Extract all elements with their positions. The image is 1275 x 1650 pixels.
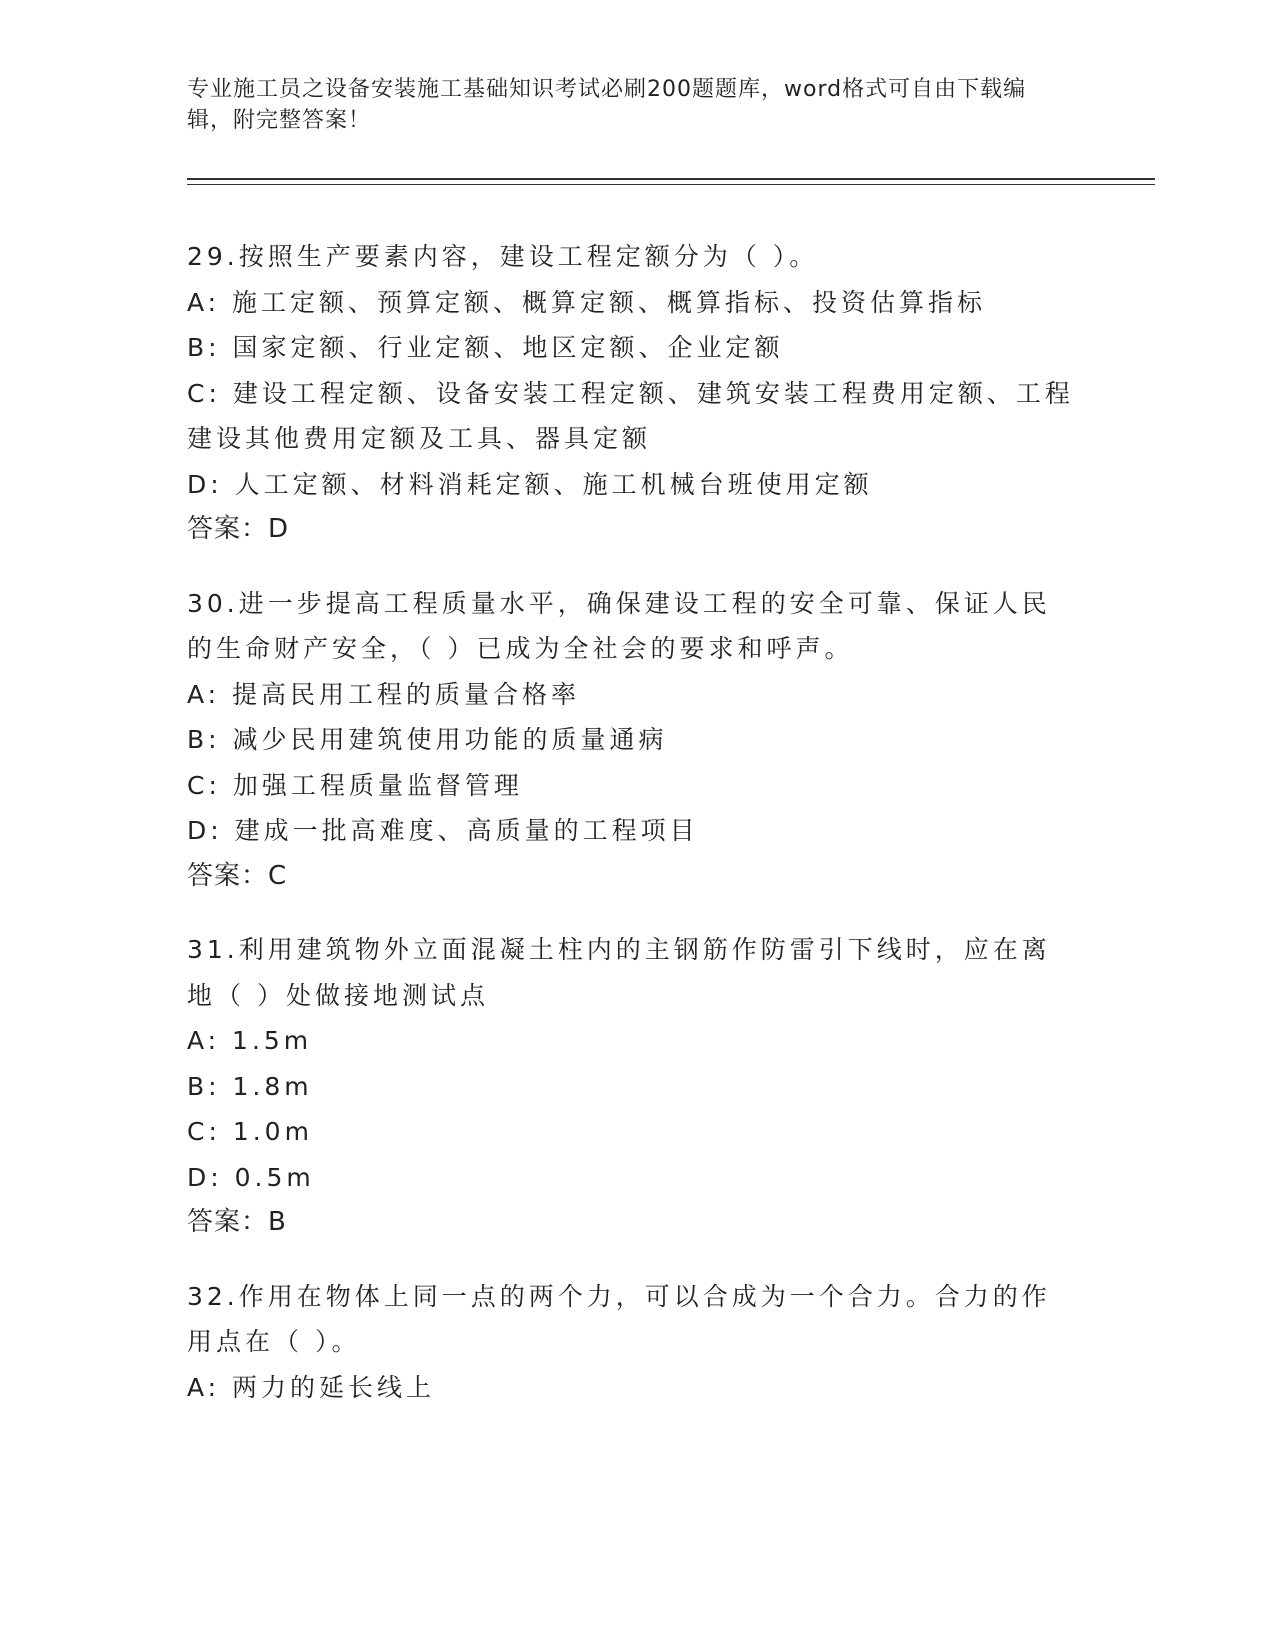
answer: 答案：C: [187, 860, 288, 891]
option-b: B: 国家定额、行业定额、地区定额、企业定额: [187, 333, 784, 362]
option-b: B: 1.8m: [187, 1071, 313, 1101]
option-a: A: 两力的延长线上: [187, 1372, 436, 1402]
option-d: D: 建成一批高难度、高质量的工程项目: [187, 816, 699, 845]
option-a: A: 1.5m: [187, 1026, 313, 1055]
answer: 答案：B: [187, 1207, 287, 1237]
question-stem: 30.进一步提高工程质量水平，确保建设工程的安全可靠、保证人民的生命财产安全，（ ）已成为全社会的要求和呼声。: [187, 588, 1051, 663]
option-d: D: 0.5m: [187, 1162, 315, 1192]
option-c: C: 加强工程质量监督管理: [187, 770, 523, 800]
question-31: [187, 927, 1077, 1246]
option-b: B: 减少民用建筑使用功能的质量通病: [187, 725, 668, 754]
option-c: C: 建设工程定额、设备安装工程定额、建筑安装工程费用定额、工程建设其他费用定额及工具、器具定额: [187, 378, 1074, 453]
document-header: 专业施工员之设备安装施工基础知识考试必刷200题题库，word格式可自由下载编辑，附完整答案！: [187, 77, 1027, 133]
option-a: A: 施工定额、预算定额、概算定额、概算指标、投资估算指标: [187, 287, 987, 317]
question-32: [187, 1274, 1077, 1411]
question-29: [187, 234, 1077, 553]
header-divider-thick: [187, 178, 1155, 180]
option-c: C: 1.0m: [187, 1117, 313, 1146]
question-list: [187, 234, 1077, 1438]
option-d: D: 人工定额、材料消耗定额、施工机械台班使用定额: [187, 469, 873, 499]
question-stem: 29.按照生产要素内容，建设工程定额分为（ ）。: [187, 242, 819, 271]
question-30: [187, 581, 1077, 900]
header-divider-thin: [187, 184, 1155, 185]
option-a: A: 提高民用工程的质量合格率: [187, 679, 581, 709]
answer: 答案：D: [187, 514, 290, 544]
question-stem: 31.利用建筑物外立面混凝土柱内的主钢筋作防雷引下线时，应在离地（ ）处做接地测试点: [187, 935, 1051, 1010]
question-stem: 32.作用在物体上同一点的两个力，可以合成为一个合力。合力的作用点在（ ）。: [187, 1281, 1051, 1356]
